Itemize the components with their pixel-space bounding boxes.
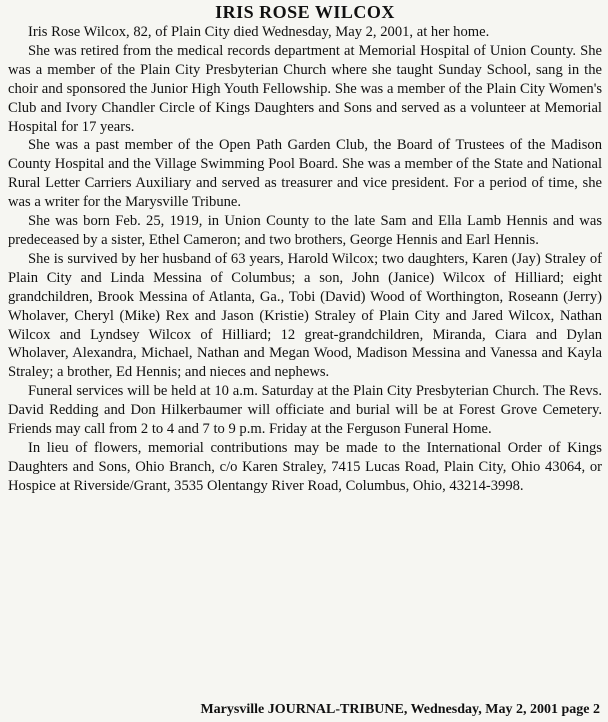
paragraph-past-memberships: She was a past member of the Open Path Garden Club, the Board of Trustees of the Madison County Hospital and the Village Swimming Pool Board. She was a member of the State and National Rural Letter Carriers Auxiliary and served as treasurer and vice president. For a period of time, she was a writer for the Marysville Tribune. <box>8 137 602 211</box>
source-caption: Marysville JOURNAL-TRIBUNE, Wednesday, May 2, 2001 page 2 <box>200 702 600 717</box>
paragraph-survivors: She is survived by her husband of 63 years, Harold Wilcox; two daughters, Karen (Jay) Straley of Plain City and Linda Messina of Columbus; a son, John (Janice) Wilcox of Hilliard; eight grandchildren, Brook Messina of Atlanta, Ga., Tobi (David) Wood of Worthington, Roseann (Jerry) Wholaver, Cheryl (Mike) Rex and Jason (Kristie) Straley of Plain City and Jared Wilcox, Nathan Wilcox and Lyndsey Wilcox of Hilliard; 12 great-grandchildren, Miranda, Ciara and Dylan Wholaver, Alexandra, Michael, Nathan and Megan Wood, Madison Messina and Vanessa and Kayla Straley; a brother, Ed Hennis; and nieces and nephews. <box>8 250 602 381</box>
paragraph-career-memberships: She was retired from the medical records department at Memorial Hospital of Union County. She was a member of the Plain City Presbyterian Church where she taught Sunday School, sang in the choir and sponsored the Junior High Youth Fellowship. She was a member of the Plain City Women's Club and Ivory Chandler Circle of Kings Daughters and Sons and served as a volunteer at Memorial Hospital for 17 years. <box>8 42 602 135</box>
obituary-body <box>8 23 602 496</box>
obituary-title: IRIS ROSE WILCOX <box>215 2 395 22</box>
paragraph-death-notice: Iris Rose Wilcox, 82, of Plain City died Wednesday, May 2, 2001, at her home. <box>28 24 490 40</box>
paragraph-funeral-services: Funeral services will be held at 10 a.m. Saturday at the Plain City Presbyterian Church. The Revs. David Redding and Don Hilkerbaumer will officiate and burial will be at Forest Grove Cemetery. Friends may call from 2 to 4 and 7 to 9 p.m. Friday at the Ferguson Funeral Home. <box>8 383 602 438</box>
paragraph-birth-family: She was born Feb. 25, 1919, in Union County to the late Sam and Ella Lamb Hennis and was predeceased by a sister, Ethel Cameron; and two brothers, George Hennis and Earl Hennis. <box>8 213 602 248</box>
paragraph-memorial-contributions: In lieu of flowers, memorial contributions may be made to the International Order of Kings Daughters and Sons, Ohio Branch, c/o Karen Straley, 7415 Lucas Road, Plain City, Ohio 43064, or Hospice at Riverside/Grant, 3535 Olentangy River Road, Columbus, Ohio, 43214-3998. <box>8 439 602 494</box>
